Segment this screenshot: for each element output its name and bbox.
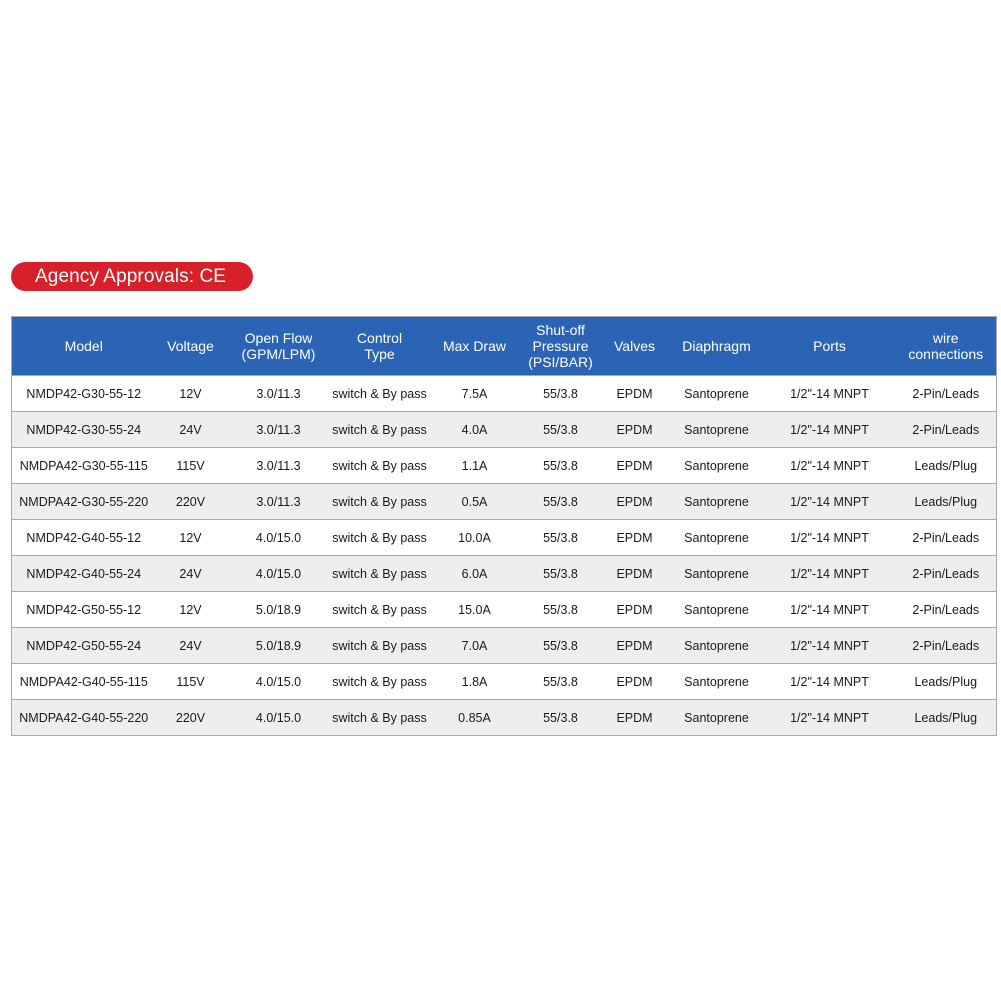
cell-max-draw: 10.0A — [428, 520, 522, 556]
column-header-shutoff-pressure: Shut-off Pressure (PSI/BAR) — [522, 317, 600, 376]
cell-shutoff-pressure: 55/3.8 — [522, 628, 600, 664]
table-row — [12, 412, 997, 448]
cell-control-type: switch & By pass — [332, 520, 428, 556]
cell-model: NMDPA42-G40-55-115 — [12, 664, 156, 700]
cell-control-type: switch & By pass — [332, 484, 428, 520]
cell-valves: EPDM — [600, 664, 670, 700]
table-row — [12, 520, 997, 556]
cell-diaphragm: Santoprene — [670, 412, 764, 448]
column-header-open-flow: Open Flow (GPM/LPM) — [226, 317, 332, 376]
cell-control-type: switch & By pass — [332, 412, 428, 448]
cell-shutoff-pressure: 55/3.8 — [522, 448, 600, 484]
column-header-control-type: Control Type — [332, 317, 428, 376]
cell-shutoff-pressure: 55/3.8 — [522, 664, 600, 700]
cell-diaphragm: Santoprene — [670, 664, 764, 700]
cell-wire-connections: 2-Pin/Leads — [896, 592, 997, 628]
cell-max-draw: 7.0A — [428, 628, 522, 664]
cell-voltage: 24V — [156, 556, 226, 592]
cell-diaphragm: Santoprene — [670, 628, 764, 664]
cell-voltage: 115V — [156, 664, 226, 700]
cell-ports: 1/2"-14 MNPT — [764, 628, 896, 664]
cell-max-draw: 4.0A — [428, 412, 522, 448]
cell-diaphragm: Santoprene — [670, 448, 764, 484]
cell-open-flow: 4.0/15.0 — [226, 556, 332, 592]
cell-max-draw: 6.0A — [428, 556, 522, 592]
cell-diaphragm: Santoprene — [670, 592, 764, 628]
cell-valves: EPDM — [600, 376, 670, 412]
cell-voltage: 12V — [156, 592, 226, 628]
cell-open-flow: 3.0/11.3 — [226, 376, 332, 412]
table-row — [12, 628, 997, 664]
cell-model: NMDP42-G30-55-12 — [12, 376, 156, 412]
cell-ports: 1/2"-14 MNPT — [764, 556, 896, 592]
cell-control-type: switch & By pass — [332, 556, 428, 592]
cell-open-flow: 4.0/15.0 — [226, 520, 332, 556]
cell-ports: 1/2"-14 MNPT — [764, 376, 896, 412]
cell-valves: EPDM — [600, 556, 670, 592]
cell-max-draw: 1.1A — [428, 448, 522, 484]
cell-shutoff-pressure: 55/3.8 — [522, 520, 600, 556]
cell-wire-connections: Leads/Plug — [896, 664, 997, 700]
table-header-row — [12, 317, 997, 376]
cell-shutoff-pressure: 55/3.8 — [522, 592, 600, 628]
cell-model: NMDPA42-G30-55-115 — [12, 448, 156, 484]
cell-ports: 1/2"-14 MNPT — [764, 700, 896, 736]
cell-ports: 1/2"-14 MNPT — [764, 664, 896, 700]
cell-open-flow: 3.0/11.3 — [226, 448, 332, 484]
cell-max-draw: 15.0A — [428, 592, 522, 628]
cell-model: NMDP42-G50-55-24 — [12, 628, 156, 664]
column-header-ports: Ports — [764, 317, 896, 376]
cell-wire-connections: Leads/Plug — [896, 448, 997, 484]
cell-control-type: switch & By pass — [332, 448, 428, 484]
agency-approvals-badge — [11, 262, 253, 291]
cell-diaphragm: Santoprene — [670, 484, 764, 520]
cell-valves: EPDM — [600, 520, 670, 556]
table-row — [12, 484, 997, 520]
table-body — [12, 376, 997, 736]
cell-open-flow: 5.0/18.9 — [226, 628, 332, 664]
table-row — [12, 448, 997, 484]
cell-control-type: switch & By pass — [332, 700, 428, 736]
cell-shutoff-pressure: 55/3.8 — [522, 484, 600, 520]
cell-model: NMDP42-G40-55-24 — [12, 556, 156, 592]
cell-wire-connections: Leads/Plug — [896, 484, 997, 520]
cell-ports: 1/2"-14 MNPT — [764, 484, 896, 520]
column-header-diaphragm: Diaphragm — [670, 317, 764, 376]
cell-valves: EPDM — [600, 412, 670, 448]
cell-ports: 1/2"-14 MNPT — [764, 592, 896, 628]
cell-model: NMDP42-G30-55-24 — [12, 412, 156, 448]
cell-ports: 1/2"-14 MNPT — [764, 520, 896, 556]
cell-shutoff-pressure: 55/3.8 — [522, 412, 600, 448]
cell-diaphragm: Santoprene — [670, 520, 764, 556]
agency-approvals-label: Agency Approvals: CE — [35, 265, 227, 287]
table-row — [12, 556, 997, 592]
cell-diaphragm: Santoprene — [670, 700, 764, 736]
cell-diaphragm: Santoprene — [670, 556, 764, 592]
column-header-max-draw: Max Draw — [428, 317, 522, 376]
cell-valves: EPDM — [600, 484, 670, 520]
cell-shutoff-pressure: 55/3.8 — [522, 556, 600, 592]
cell-open-flow: 4.0/15.0 — [226, 664, 332, 700]
cell-valves: EPDM — [600, 448, 670, 484]
column-header-valves: Valves — [600, 317, 670, 376]
cell-shutoff-pressure: 55/3.8 — [522, 376, 600, 412]
cell-open-flow: 5.0/18.9 — [226, 592, 332, 628]
table-row — [12, 592, 997, 628]
cell-control-type: switch & By pass — [332, 664, 428, 700]
cell-valves: EPDM — [600, 628, 670, 664]
cell-voltage: 24V — [156, 412, 226, 448]
cell-wire-connections: 2-Pin/Leads — [896, 556, 997, 592]
table-row — [12, 664, 997, 700]
cell-wire-connections: 2-Pin/Leads — [896, 412, 997, 448]
cell-open-flow: 4.0/15.0 — [226, 700, 332, 736]
cell-voltage: 220V — [156, 700, 226, 736]
cell-control-type: switch & By pass — [332, 592, 428, 628]
cell-control-type: switch & By pass — [332, 376, 428, 412]
pump-spec-table — [11, 316, 997, 736]
cell-wire-connections: 2-Pin/Leads — [896, 628, 997, 664]
cell-model: NMDP42-G50-55-12 — [12, 592, 156, 628]
cell-wire-connections: 2-Pin/Leads — [896, 520, 997, 556]
cell-shutoff-pressure: 55/3.8 — [522, 700, 600, 736]
cell-ports: 1/2"-14 MNPT — [764, 412, 896, 448]
cell-control-type: switch & By pass — [332, 628, 428, 664]
cell-diaphragm: Santoprene — [670, 376, 764, 412]
cell-model: NMDPA42-G30-55-220 — [12, 484, 156, 520]
cell-valves: EPDM — [600, 700, 670, 736]
cell-voltage: 24V — [156, 628, 226, 664]
cell-voltage: 220V — [156, 484, 226, 520]
cell-max-draw: 1.8A — [428, 664, 522, 700]
column-header-voltage: Voltage — [156, 317, 226, 376]
cell-voltage: 115V — [156, 448, 226, 484]
cell-max-draw: 0.85A — [428, 700, 522, 736]
cell-voltage: 12V — [156, 520, 226, 556]
cell-open-flow: 3.0/11.3 — [226, 412, 332, 448]
column-header-model: Model — [12, 317, 156, 376]
cell-max-draw: 7.5A — [428, 376, 522, 412]
cell-ports: 1/2"-14 MNPT — [764, 448, 896, 484]
cell-model: NMDP42-G40-55-12 — [12, 520, 156, 556]
cell-open-flow: 3.0/11.3 — [226, 484, 332, 520]
column-header-wire-connections: wire connections — [896, 317, 997, 376]
cell-valves: EPDM — [600, 592, 670, 628]
cell-model: NMDPA42-G40-55-220 — [12, 700, 156, 736]
cell-max-draw: 0.5A — [428, 484, 522, 520]
table-row — [12, 700, 997, 736]
cell-wire-connections: Leads/Plug — [896, 700, 997, 736]
cell-wire-connections: 2-Pin/Leads — [896, 376, 997, 412]
table-row — [12, 376, 997, 412]
cell-voltage: 12V — [156, 376, 226, 412]
